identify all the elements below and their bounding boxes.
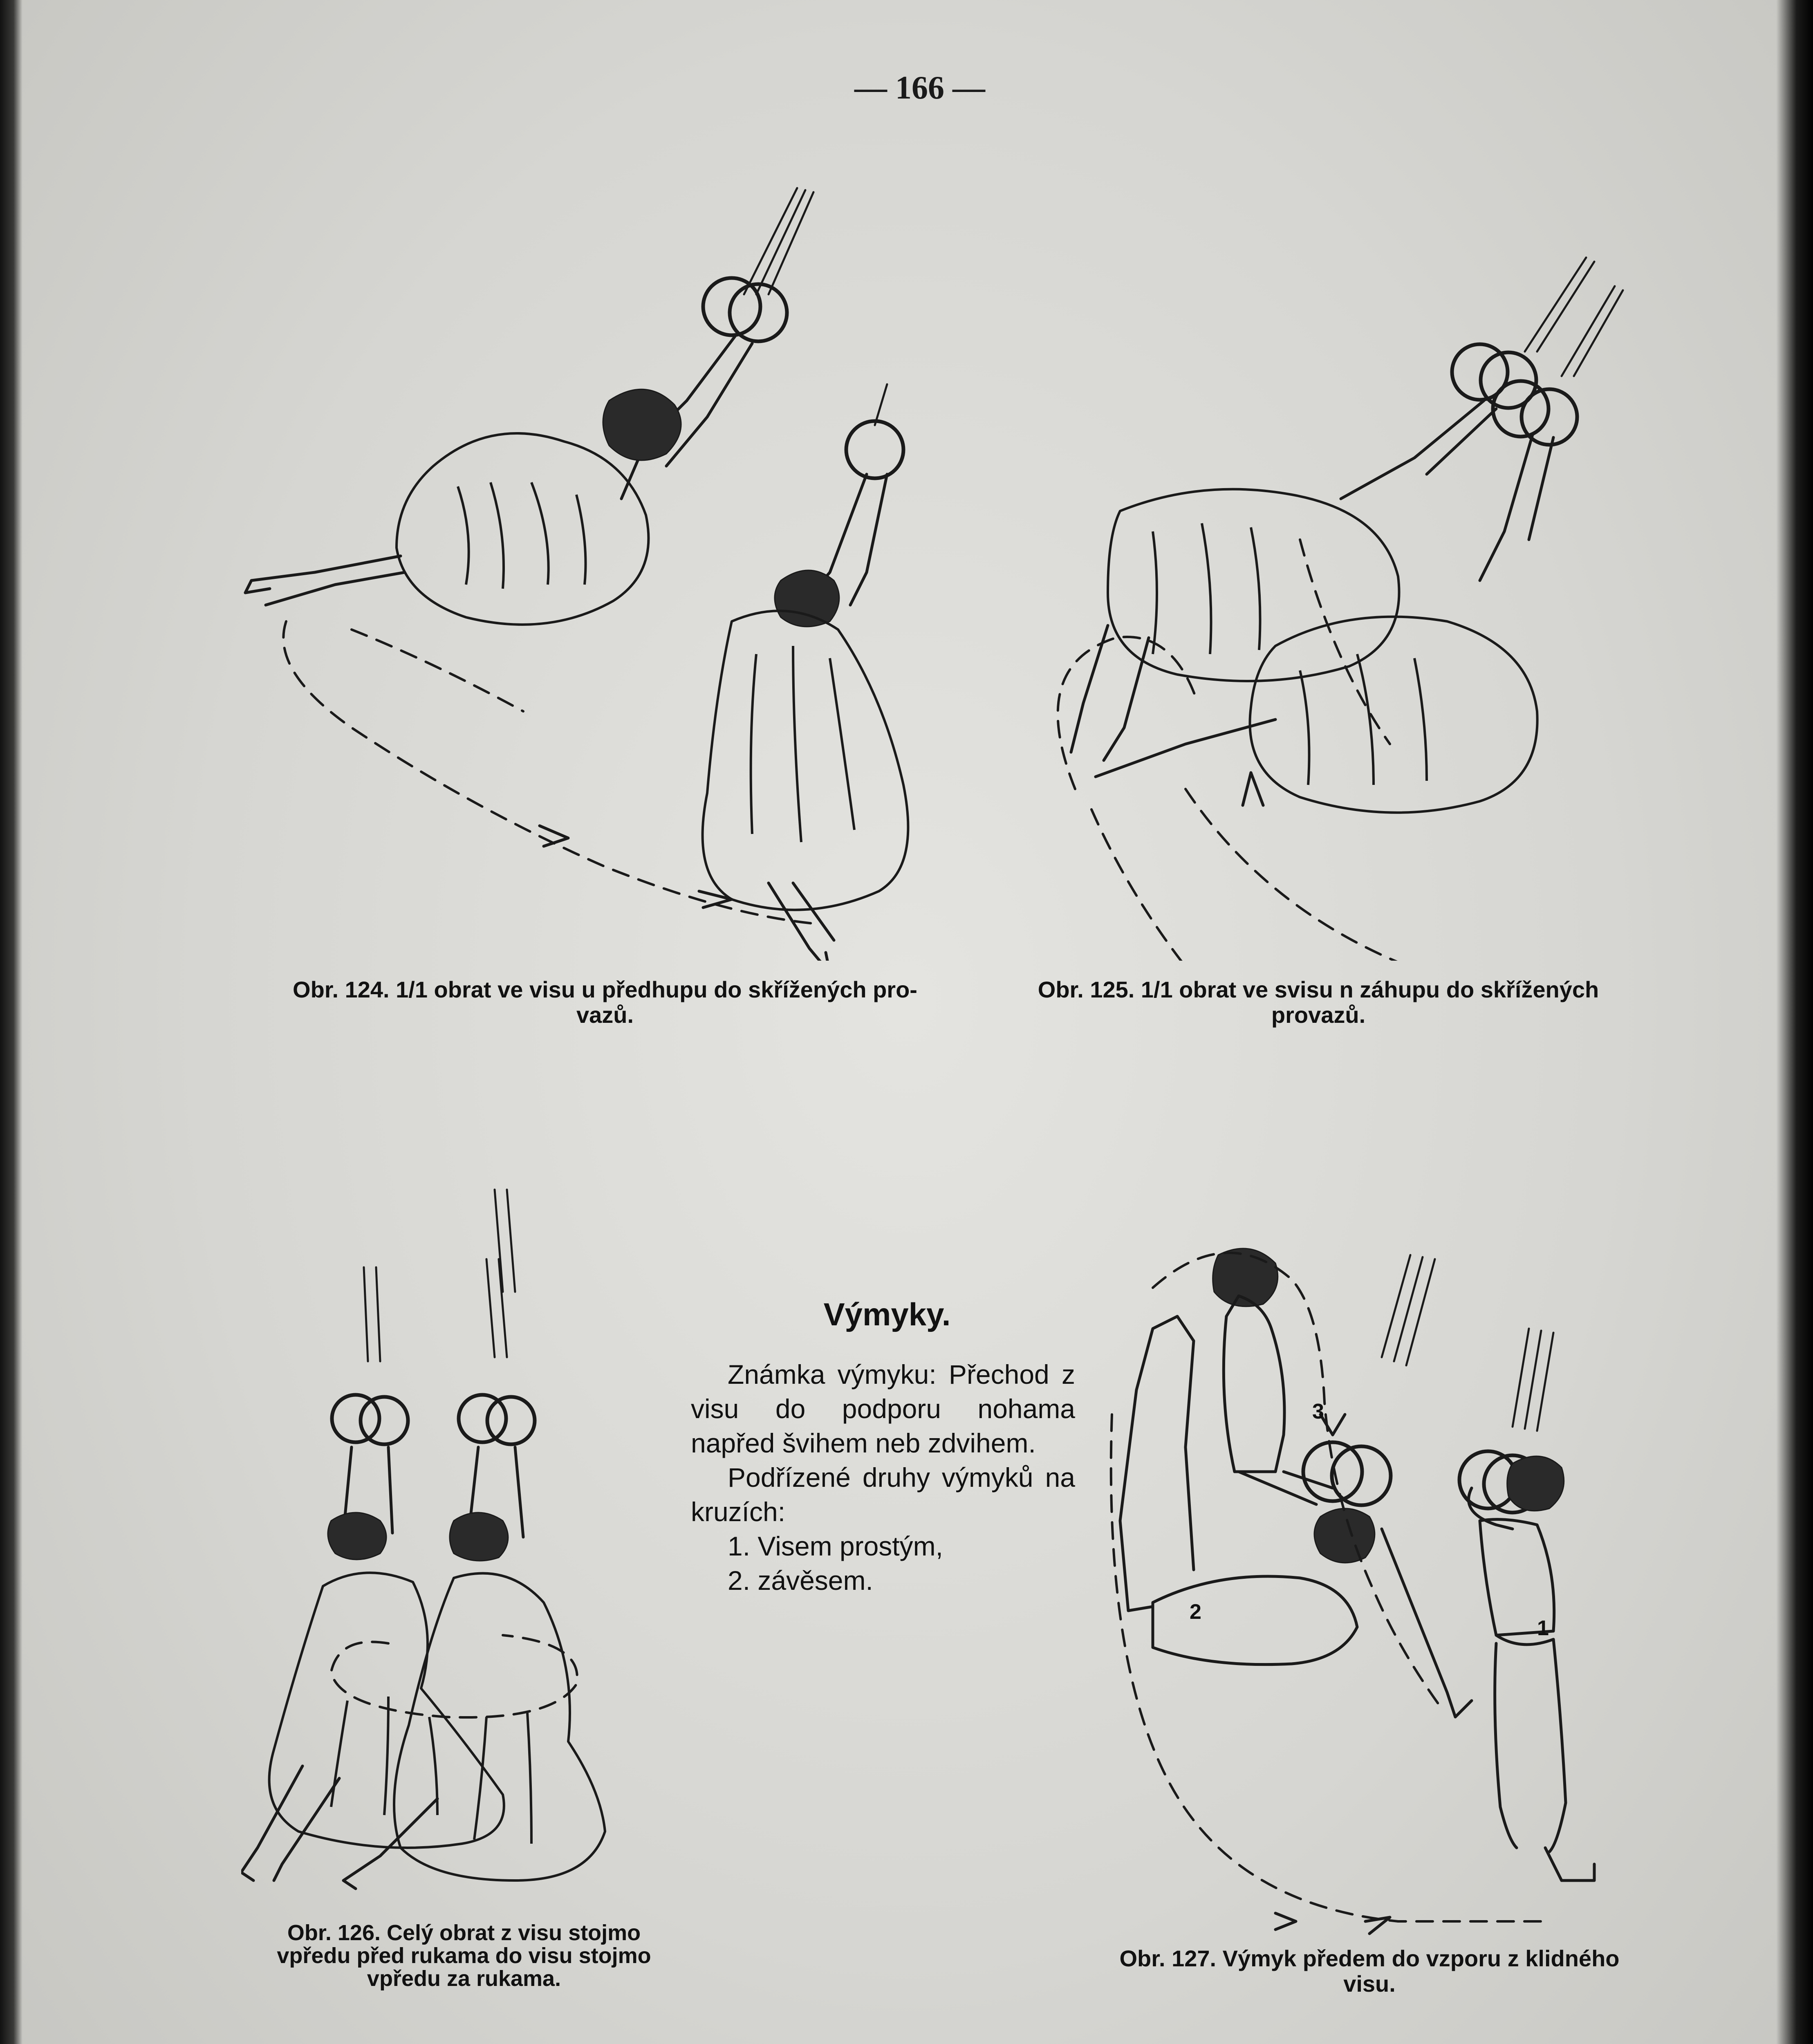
- figure-127-caption: [1087, 1946, 1652, 1997]
- section-title: Výmyky.: [823, 1296, 951, 1332]
- scan-edge-left: [0, 0, 22, 2044]
- figure-126-illustration: [241, 1186, 683, 1905]
- subtypes-list: [691, 1529, 1075, 1598]
- figure-124-caption-line2: vazů.: [576, 1002, 634, 1028]
- list-item: 1. Visem prostým,: [728, 1531, 943, 1561]
- figure-127-illustration: [1104, 1243, 1660, 1946]
- section-body: [691, 1357, 1075, 1598]
- figure-125-caption-line2: provazů.: [1271, 1002, 1366, 1028]
- page-number: — 166 —: [854, 70, 985, 106]
- figure-125-caption-line1: Obr. 125. 1/1 obrat ve svisu n záhupu do skřížených: [1038, 977, 1599, 1002]
- figure-127-caption-line1: Obr. 127. Výmyk předem do vzporu z klidného: [1119, 1945, 1620, 1971]
- subtypes-paragraph: Podřízené druhy výmyků na kruzích:: [691, 1462, 1075, 1527]
- figure-124-caption-line1: Obr. 124. 1/1 obrat ve visu u předhupu do skřížených pro-: [293, 977, 917, 1002]
- figure-124-caption: [253, 977, 957, 1028]
- figure-126-caption-line2: vpředu před rukama do visu stojmo: [277, 1943, 651, 1968]
- figure-127-label-2: 2: [1190, 1600, 1201, 1624]
- figure-124-illustration: [229, 172, 948, 961]
- figure-126-caption: [229, 1921, 699, 1990]
- definition-paragraph: Známka výmyku: Přechod z visu do podporu nohama napřed švihem neb zdvihem.: [691, 1359, 1075, 1458]
- figure-127-caption-line2: visu.: [1343, 1971, 1396, 1997]
- figure-125-illustration: [1014, 245, 1652, 961]
- figure-127-label-1: 1: [1537, 1616, 1549, 1640]
- figure-125-caption: [1002, 977, 1635, 1028]
- scan-edge-right: [1776, 0, 1813, 2044]
- figure-126-caption-line1: Obr. 126. Celý obrat z visu stojmo: [287, 1921, 641, 1945]
- figure-126-caption-line3: vpředu za rukama.: [367, 1966, 561, 1991]
- figure-127-label-3: 3: [1312, 1400, 1324, 1423]
- list-item: 2. závěsem.: [728, 1565, 873, 1596]
